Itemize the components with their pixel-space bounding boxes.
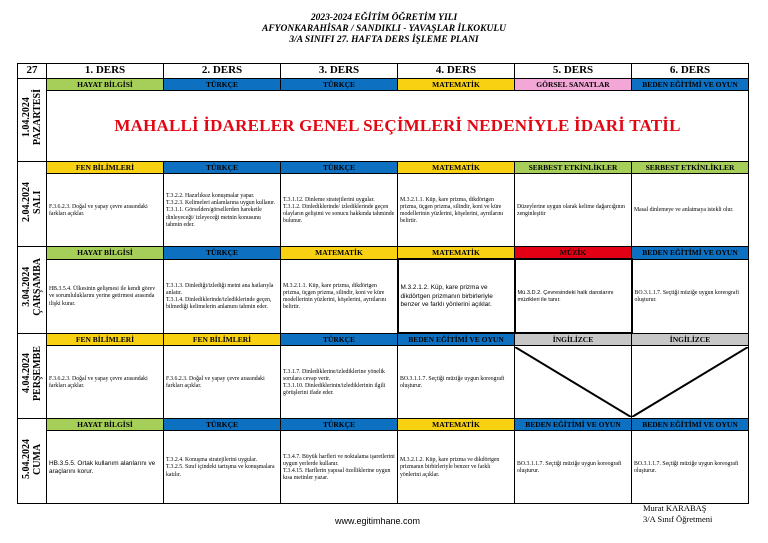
subject-cell: GÖRSEL SANATLAR [515,79,632,91]
subject-cell: TÜRKÇE [281,79,398,91]
subject-cell: BEDEN EĞİTİMİ VE OYUN [632,419,749,431]
teacher-title: 3/A Sınıf Öğretmeni [643,514,713,524]
empty-slot-crossed [515,346,632,419]
subject-cell: MÜZİK [515,247,632,260]
subject-cell: TÜRKÇE [164,162,281,174]
lesson-header-4: 4. DERS [398,64,515,79]
outcome-cell: F.3.6.2.3. Doğal ve yapay çevre arasındaki farkları açıklar. [47,174,164,247]
outcome-cell: F.3.6.2.3. Doğal ve yapay çevre arasındaki farkları açıklar. [164,346,281,419]
subject-cell: HAYAT BİLGİSİ [47,419,164,431]
outcome-cell: BO.3.1.1.7. Seçtiği müziğe uygun koreografi oluşturur. [632,259,749,333]
subject-cell: TÜRKÇE [281,162,398,174]
lesson-header-row [18,64,749,79]
outcome-cell: Mü.3.D.2. Çevresindeki halk danslarını müzikleri ile tanır. [515,259,632,333]
lesson-plan-table [17,63,749,504]
subject-cell: HAYAT BİLGİSİ [47,247,164,260]
outcome-cell: BO.3.1.1.7. Seçtiği müziğe uygun koreografi oluşturur. [632,431,749,504]
subject-cell: FEN BİLİMLERİ [47,162,164,174]
subject-cell: İNGİLİZCE [515,333,632,346]
subject-cell: MATEMATİK [398,419,515,431]
lesson-header-3: 3. DERS [281,64,398,79]
subject-cell: MATEMATİK [398,247,515,260]
subject-cell: FEN BİLİMLERİ [47,333,164,346]
subject-cell: BEDEN EĞİTİMİ VE OYUN [515,419,632,431]
subject-cell: TÜRKÇE [164,419,281,431]
outcome-cell: T.3.1.3. Dinlediği/izlediği metni ana hatlarıyla anlatır. T.3.1.4. Dinlediklerinde/izlediklerinde geçen, bilmediği kelimelerin anlamını tahmin eder. [164,259,281,333]
header-line-2: AFYONKARAHİSAR / SANDIKLI - YAVAŞLAR İLKOKULU [262,24,506,34]
subject-row-monday [18,79,749,91]
outcome-cell: T.3.2.4. Konuşma stratejilerini uygular. T.3.2.5. Sınıf içindeki tartışma ve konuşmalara katılır. [164,431,281,504]
subject-cell: BEDEN EĞİTİMİ VE OYUN [632,79,749,91]
subject-cell: BEDEN EĞİTİMİ VE OYUN [398,333,515,346]
outcome-cell: F.3.6.2.3. Doğal ve yapay çevre arasındaki farkları açıklar. [47,346,164,419]
outcome-cell: BO.3.1.1.7. Seçtiği müziğe uygun koreografi oluşturur. [398,346,515,419]
outcome-cell: M.3.2.1.2. Küp, kare prizma ve dikdörtgen prizmanın birbirleriyle benzer ve farklı yönlerini açıklar. [398,259,515,333]
outcome-cell: T.3.4.7. Büyük harfleri ve noktalama işaretlerini uygun yerlerde kullanır. T.3.4.15. Harflerin yapısal özelliklerine uygun kısa metinler yazar. [281,431,398,504]
content-row-tuesday [18,174,749,247]
subject-cell: SERBEST ETKİNLİKLER [515,162,632,174]
subject-cell: SERBEST ETKİNLİKLER [632,162,749,174]
outcome-cell: M.3.2.1.1. Küp, kare prizma, dikdörtgen prizma, üçgen prizma, silindir, koni ve küre modellerinin yüzlerini, köşelerini, ayrıtlarını belirtir. [398,174,515,247]
header-line-3: 3/A SINIFI 27. HAFTA DERS İŞLEME PLANI [289,35,479,45]
subject-cell: TÜRKÇE [164,79,281,91]
day-label-tuesday: 2.04.2024 SALI [18,162,47,247]
outcome-cell: M.3.2.1.2. Küp, kare prizma ve dikdörtgen prizmanın birbirleriyle benzer ve farklı yönlerini açıklar. [398,431,515,504]
day-label-thursday: 4.04.2024 PERŞEMBE [18,333,47,419]
lesson-header-1: 1. DERS [47,64,164,79]
content-row-wednesday [18,259,749,333]
outcome-cell: M.3.2.1.1. Küp, kare prizma, dikdörtgen prizma, üçgen prizma, silindir, koni ve küre modellerinin yüzlerini, köşelerini, ayrıtlarını belirtir. [281,259,398,333]
outcome-cell: Masal dinlemeye ve anlatmaya istekli olur. [632,174,749,247]
outcome-cell: T.3.1.12. Dinleme stratejilerini uygular. T.3.1.2. Dinlediklerinde/ izlediklerinde geçen olayların gelişimi ve sonucu hakkında tahminde bulunur. [281,174,398,247]
footer-website: www.egitimhane.com [335,516,421,526]
holiday-notice: MAHALLİ İDARELER GENEL SEÇİMLERİ NEDENİYLE İDARİ TATİL [47,91,749,162]
subject-row-wednesday [18,247,749,260]
subject-cell: TÜRKÇE [281,419,398,431]
lesson-header-2: 2. DERS [164,64,281,79]
outcome-cell: T.3.2.2. Hazırlıksız konuşmalar yapar. T.3.2.3. Kelimeleri anlamlarına uygun kullanır. T.3.1.1. Görselden/görsellerden hareketle dinleyeceği/ izleyeceği metnin konusunu tahmin eder. [164,174,281,247]
outcome-cell: HB.3.5.4. Ülkesinin gelişmesi ile kendi görev ve sorumluluklarını yerine getirmesi arasında ilişki kurar. [47,259,164,333]
lesson-header-6: 6. DERS [632,64,749,79]
subject-cell: FEN BİLİMLERİ [164,333,281,346]
teacher-name: Murat KARABAŞ [643,503,707,513]
content-row-thursday [18,346,749,419]
subject-cell: MATEMATİK [281,247,398,260]
diagonal-line-icon [632,347,748,417]
diagonal-line-icon [515,347,631,417]
subject-cell: İNGİLİZCE [632,333,749,346]
subject-cell: BEDEN EĞİTİMİ VE OYUN [632,247,749,260]
subject-cell: TÜRKÇE [164,247,281,260]
day-label-friday: 5.04.2024 CUMA [18,419,47,504]
lesson-header-5: 5. DERS [515,64,632,79]
outcome-cell: Düzeylerine uygun olarak kelime dağarcığının zenginleşitir [515,174,632,247]
subject-cell: MATEMATİK [398,79,515,91]
empty-slot-crossed [632,346,749,419]
outcome-cell: T.3.1.7. Dinlediklerine/izlediklerine yönelik sorulara cevap verir. T.3.1.10. Dinlediklerinin/izlediklerinin ilgili görüşlerini ifade eder. [281,346,398,419]
outcome-cell: HB.3.5.5. Ortak kullanım alanlarını ve araçlarını korur. [47,431,164,504]
subject-row-tuesday [18,162,749,174]
day-label-wednesday: 3.04.2024 ÇARŞAMBA [18,247,47,334]
content-row-monday [18,91,749,162]
week-number: 27 [18,64,47,79]
header-line-1: 2023-2024 EĞİTİM ÖĞRETİM YILI [310,13,458,23]
subject-cell: HAYAT BİLGİSİ [47,79,164,91]
subject-row-friday [18,419,749,431]
subject-cell: TÜRKÇE [281,333,398,346]
day-label-monday: 1.04.2024 PAZARTESİ [18,79,47,162]
subject-row-thursday [18,333,749,346]
outcome-cell: BO.3.1.1.7. Seçtiği müziğe uygun koreografi oluşturur. [515,431,632,504]
content-row-friday [18,431,749,504]
subject-cell: MATEMATİK [398,162,515,174]
